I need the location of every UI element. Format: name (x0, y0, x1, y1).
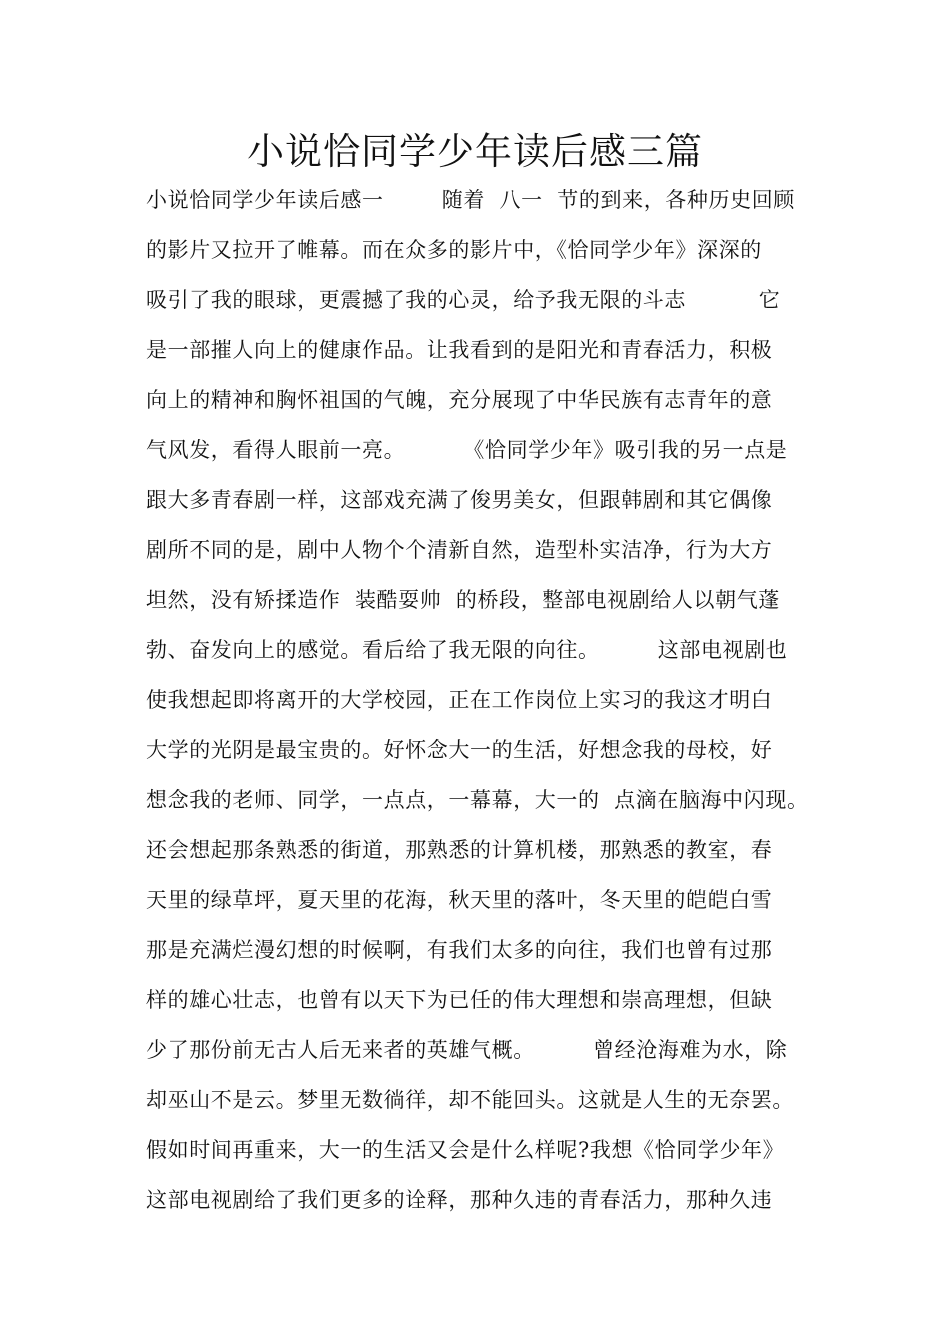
body-line: 那是充满烂漫幻想的时候啊，有我们太多的向往，我们也曾有过那 (146, 938, 773, 962)
body-line: 勃、奋发向上的感觉。看后给了我无限的向往。 这部电视剧也 (146, 638, 788, 662)
body-line: 向上的精神和胸怀祖国的气魄，充分展现了中华民族有志青年的意 (146, 388, 773, 412)
body-line: 是一部摧人向上的健康作品。让我看到的是阳光和青春活力，积极 (146, 338, 773, 362)
body-line: 想念我的老师、同学，一点点，一幕幕，大一的 点滴在脑海中闪现。 (146, 788, 809, 812)
body-line: 少了那份前无古人后无来者的英雄气概。 曾经沧海难为水，除 (146, 1038, 788, 1062)
body-line: 使我想起即将离开的大学校园，正在工作岗位上实习的我这才明白 (146, 688, 773, 712)
body-line: 跟大多青春剧一样，这部戏充满了俊男美女，但跟韩剧和其它偶像 (146, 488, 773, 512)
body-line: 还会想起那条熟悉的街道，那熟悉的计算机楼，那熟悉的教室，春 (146, 838, 773, 862)
body-line: 大学的光阴是最宝贵的。好怀念大一的生活，好想念我的母校，好 (146, 738, 773, 762)
body-line: 气风发，看得人眼前一亮。 《恰同学少年》吸引我的另一点是 (146, 438, 788, 462)
body-line: 这部电视剧给了我们更多的诠释，那种久违的青春活力，那种久违 (146, 1188, 773, 1212)
body-line: 却巫山不是云。梦里无数徜徉，却不能回头。这就是人生的无奈罢。 (146, 1088, 794, 1112)
body-line: 小说恰同学少年读后感一 随着 八一 节的到来，各种历史回顾 (146, 188, 795, 212)
document-title: 小说恰同学少年读后感三篇 (247, 130, 703, 173)
body-line: 坦然，没有矫揉造作 装酷耍帅 的桥段，整部电视剧给人以朝气蓬 (146, 588, 780, 612)
body-line: 天里的绿草坪，夏天里的花海，秋天里的落叶，冬天里的皑皑白雪 (146, 888, 773, 912)
body-line: 假如时间再重来，大一的生活又会是什么样呢?我想《恰同学少年》 (146, 1138, 785, 1162)
body-line: 的影片又拉开了帷幕。而在众多的影片中，《恰同学少年》深深的 (146, 238, 762, 262)
body-line: 剧所不同的是，剧中人物个个清新自然，造型朴实洁净，行为大方 (146, 538, 773, 562)
body-line: 样的雄心壮志，也曾有以天下为已任的伟大理想和崇高理想，但缺 (146, 988, 773, 1012)
document-body (146, 180, 836, 1230)
body-line: 吸引了我的眼球，更震撼了我的心灵，给予我无限的斗志 它 (146, 288, 781, 312)
